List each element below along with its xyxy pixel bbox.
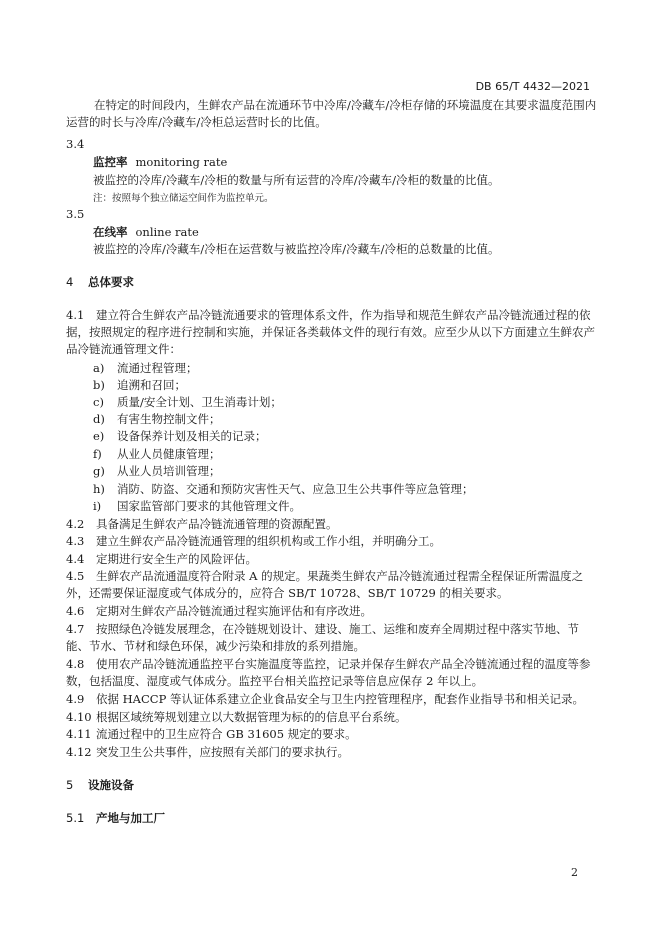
clause-number: 4.9 (66, 692, 85, 706)
clause (66, 709, 598, 726)
clause-text: 定期进行安全生产的风险评估。 (96, 552, 257, 566)
section-heading (66, 274, 134, 290)
list-marker: i) (93, 499, 102, 513)
clause-number: 4.3 (66, 534, 85, 548)
clause (66, 568, 598, 602)
list-item (93, 360, 198, 376)
doc-header-id: DB 65/T 4432—2021 (475, 80, 590, 93)
term-cn: 监控率 (93, 155, 128, 169)
page-number: 2 (571, 866, 578, 879)
definition-continuation: 在特定的时间段内，生鲜农产品在流通环节中冷库/冷藏车/冷柜存储的环境温度在其要求温度范围内运营的时长与冷库/冷藏车/冷柜总运营时长的比值。 (66, 98, 597, 129)
term-cn: 在线率 (93, 225, 128, 239)
clause (66, 656, 598, 690)
clause (66, 691, 598, 708)
list-marker: c) (93, 395, 104, 409)
list-item (93, 411, 221, 427)
clause (66, 726, 598, 743)
list-marker: f) (93, 447, 102, 461)
clause (66, 307, 598, 358)
list-marker: d) (93, 412, 105, 426)
clause-number: 4.8 (66, 657, 85, 671)
list-marker: a) (93, 361, 105, 375)
clause (66, 744, 598, 761)
list-text: 设备保养计划及相关的记录； (117, 429, 267, 443)
section-number: 5 (66, 778, 74, 792)
list-text: 从业人员健康管理； (117, 447, 221, 461)
clause (66, 533, 598, 550)
list-marker: g) (93, 464, 105, 478)
clause-number: 4.1 (66, 308, 85, 322)
term-title (93, 224, 199, 240)
list-item (93, 498, 301, 514)
list-text: 国家监管部门要求的其他管理文件。 (117, 499, 301, 513)
clause-number: 4.4 (66, 552, 85, 566)
subsection-title: 产地与加工厂 (96, 811, 165, 825)
list-text: 质量/安全计划、卫生消毒计划； (117, 395, 282, 409)
list-text: 从业人员培训管理； (117, 464, 221, 478)
clause-number: 4.6 (66, 604, 85, 618)
clause (66, 603, 598, 620)
list-text: 消防、防盗、交通和预防灾害性天气、应急卫生公共事件等应急管理； (117, 482, 474, 496)
list-item (93, 377, 186, 393)
list-text: 追溯和召回； (117, 378, 186, 392)
clause-number: 4.10 (66, 710, 92, 724)
term-en: online rate (135, 225, 199, 239)
term-en: monitoring rate (135, 155, 228, 169)
term-number: 3.4 (66, 137, 85, 151)
clause-text: 流通过程中的卫生应符合 GB 31605 规定的要求。 (96, 727, 357, 741)
clause-text: 建立生鲜农产品冷链流通管理的组织机构或工作小组，并明确分工。 (96, 534, 441, 548)
clause-number: 4.5 (66, 569, 85, 583)
clause-text: 根据区域统筹规划建立以大数据管理为标的的信息平台系统。 (96, 710, 407, 724)
term-note: 注：按照每个独立储运空间作为监控单元。 (93, 193, 274, 204)
clause-text: 使用农产品冷链流通监控平台实施温度等监控，记录并保存生鲜农产品全冷链流通过程的温度等参数，包括温度、湿度或气体成分。监控平台相关监控记录等信息应保存 2 年以上。 (66, 657, 591, 688)
clause-text: 定期对生鲜农产品冷链流通过程实施评估和有序改进。 (96, 604, 372, 618)
clause-number: 4.11 (66, 727, 92, 741)
list-item (93, 481, 474, 497)
term-number: 3.5 (66, 207, 85, 221)
list-marker: e) (93, 429, 105, 443)
list-item (93, 446, 221, 462)
list-item (93, 463, 221, 479)
list-text: 有害生物控制文件； (117, 412, 221, 426)
clause-text: 按照绿色冷链发展理念，在冷链规划设计、建设、施工、运维和废弃全周期过程中落实节地、节能、节水、节材和绿色环保，减少污染和排放的系列措施。 (66, 622, 579, 653)
clause-text: 生鲜农产品流通温度符合附录 A 的规定。果蔬类生鲜农产品冷链流通过程需全程保证所需温度之外，还需要保证湿度或气体成分的，应符合 SB/T 10728、SB/T 10729 的相关要求。 (66, 569, 584, 600)
list-text: 流通过程管理； (117, 361, 198, 375)
clause-text: 突发卫生公共事件，应按照有关部门的要求执行。 (96, 745, 349, 759)
section-title: 总体要求 (88, 275, 134, 289)
clause-text: 具备满足生鲜农产品冷链流通管理的资源配置。 (96, 517, 338, 531)
list-marker: h) (93, 482, 105, 496)
clause-number: 4.2 (66, 517, 85, 531)
list-item (93, 394, 282, 410)
list-marker: b) (93, 378, 105, 392)
clause (66, 621, 598, 655)
clause-text: 依据 HACCP 等认证体系建立企业食品安全与卫生内控管理程序，配套作业指导书和相关记录。 (96, 692, 584, 706)
section-title: 设施设备 (88, 778, 134, 792)
clause-text: 建立符合生鲜农产品冷链流通要求的管理体系文件，作为指导和规范生鲜农产品冷链流通过程的依据，按照规定的程序进行控制和实施，并保证各类载体文件的现行有效。应至少从以下方面建立生鲜农产品冷链流通管理文件： (66, 308, 595, 356)
term-definition: 被监控的冷库/冷藏车/冷柜的数量与所有运营的冷库/冷藏车/冷柜的数量的比值。 (93, 173, 500, 187)
term-definition: 被监控的冷库/冷藏车/冷柜在运营数与被监控冷库/冷藏车/冷柜的总数量的比值。 (93, 242, 500, 256)
section-number: 4 (66, 275, 74, 289)
subsection-number: 5.1 (66, 811, 85, 825)
section-heading (66, 777, 134, 793)
list-item (93, 428, 267, 444)
clause-number: 4.12 (66, 745, 92, 759)
subsection-heading (66, 810, 165, 826)
clause (66, 551, 598, 568)
clause (66, 516, 598, 533)
term-title (93, 154, 227, 170)
clause-number: 4.7 (66, 622, 85, 636)
